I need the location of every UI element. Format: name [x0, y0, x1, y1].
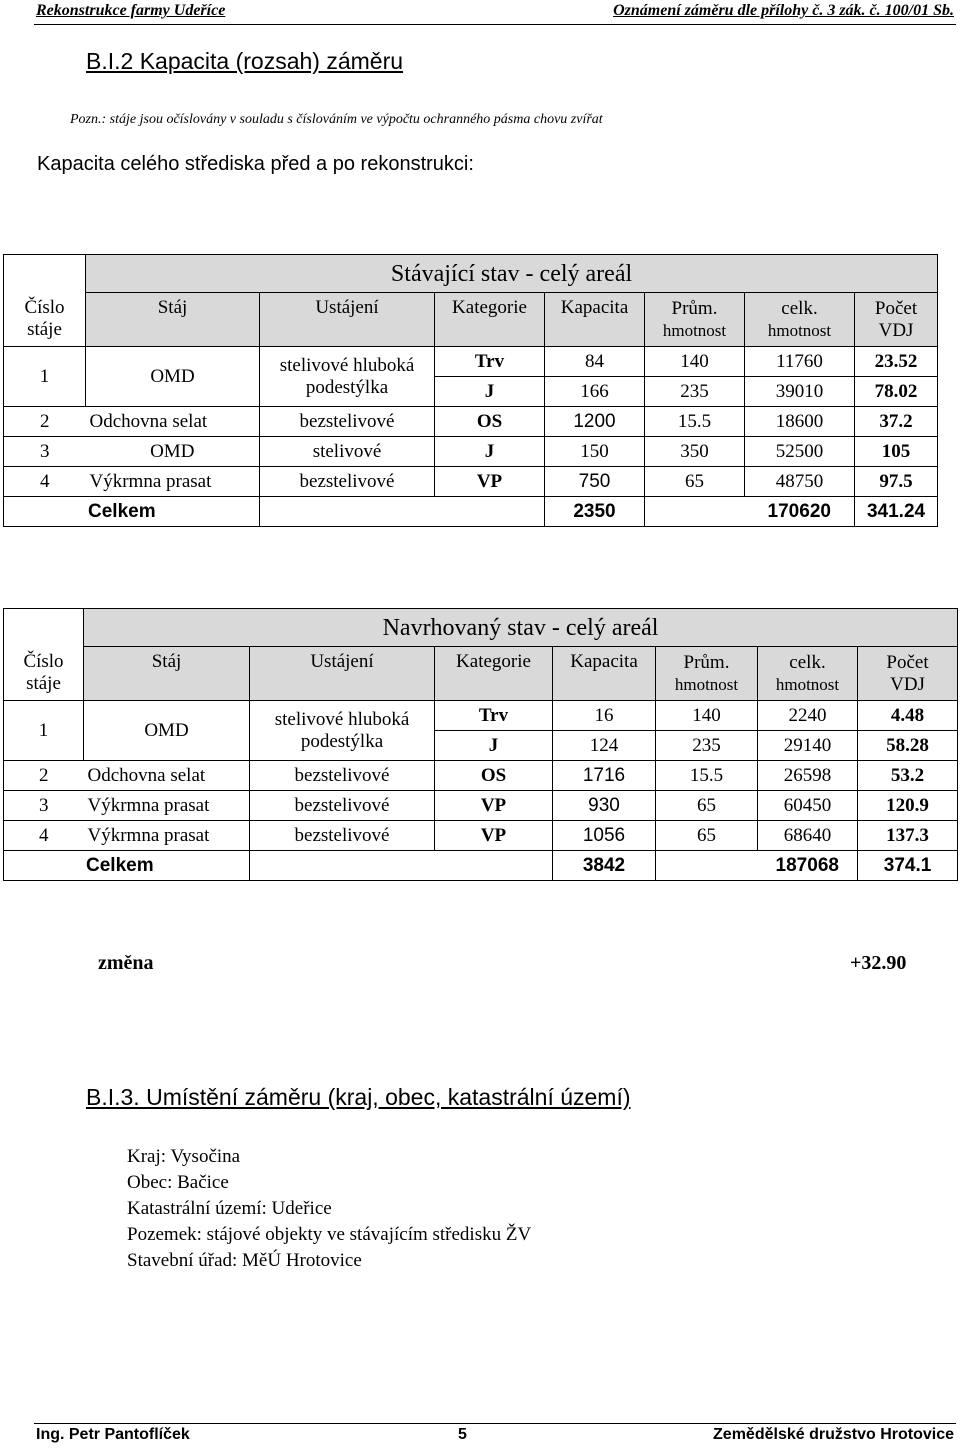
stable-number: 2 [4, 407, 86, 437]
location-region: Kraj: Vysočina [127, 1146, 241, 1167]
total-weight: 29140 [758, 731, 858, 761]
total-weight-sum: 170620 [745, 497, 855, 527]
vdj-count: 53.2 [858, 761, 958, 791]
location-municipality: Obec: Bačice [127, 1172, 229, 1193]
stable-number: 4 [4, 821, 84, 851]
stable-number: 2 [4, 761, 84, 791]
total-row [4, 497, 938, 527]
category: VP [435, 467, 545, 497]
table-row [4, 761, 958, 791]
total-weight: 11760 [745, 347, 855, 377]
avg-weight: 350 [645, 437, 745, 467]
total-capacity: 3842 [553, 851, 656, 881]
total-weight: 26598 [758, 761, 858, 791]
footer-organization: Zemědělské družstvo Hrotovice [713, 1426, 954, 1443]
col-header-housing: Ustájení [250, 647, 435, 701]
vdj-count: 58.28 [858, 731, 958, 761]
col-header-number: Číslo stáje [4, 647, 84, 701]
total-weight: 52500 [745, 437, 855, 467]
vdj-count: 120.9 [858, 791, 958, 821]
col-header-stable: Stáj [84, 647, 250, 701]
vdj-count: 78.02 [855, 377, 938, 407]
col-header-avg-weight: Prům. hmotnost [656, 647, 758, 701]
housing-type: bezstelivové [250, 821, 435, 851]
avg-weight: 140 [656, 701, 758, 731]
corner-cell [4, 255, 86, 293]
header-left: Rekonstrukce farmy Udeříce [36, 2, 226, 19]
col-header-housing: Ustájení [260, 293, 435, 347]
capacity: 150 [545, 437, 645, 467]
total-capacity: 2350 [545, 497, 645, 527]
footer-page-number: 5 [458, 1426, 467, 1443]
vdj-count: 37.2 [855, 407, 938, 437]
stable-numbering-note: Pozn.: stáje jsou očíslovány v souladu s číslováním ve výpočtu ochranného pásma chovu zvířat [70, 112, 603, 127]
table-row [4, 791, 958, 821]
stable-name: OMD [86, 437, 260, 467]
header-right: Oznámení záměru dle přílohy č. 3 zák. č. 100/01 Sb. [613, 2, 954, 19]
avg-weight: 65 [645, 467, 745, 497]
stable-name: Výkrmna prasat [84, 821, 250, 851]
col-header-avg-weight: Prům. hmotnost [645, 293, 745, 347]
vdj-count: 137.3 [858, 821, 958, 851]
stable-number: 3 [4, 437, 86, 467]
capacity: 1716 [553, 761, 656, 791]
category: J [435, 731, 553, 761]
table-row [4, 821, 958, 851]
capacity: 84 [545, 347, 645, 377]
col-header-number: Číslo stáje [4, 293, 86, 347]
total-weight: 68640 [758, 821, 858, 851]
housing-type: stelivové [260, 437, 435, 467]
col-header-category: Kategorie [435, 293, 545, 347]
capacity: 124 [553, 731, 656, 761]
total-vdj: 374.1 [858, 851, 958, 881]
stable-number: 4 [4, 467, 86, 497]
table-row [4, 407, 938, 437]
capacity: 16 [553, 701, 656, 731]
location-cadastral-area: Katastrální území: Udeřice [127, 1198, 332, 1219]
housing-type: bezstelivové [250, 791, 435, 821]
col-header-category: Kategorie [435, 647, 553, 701]
stable-name: Odchovna selat [86, 407, 260, 437]
col-header-stable: Stáj [86, 293, 260, 347]
stable-number: 1 [4, 701, 84, 761]
avg-weight: 235 [645, 377, 745, 407]
category: VP [435, 791, 553, 821]
col-header-vdj: Počet VDJ [858, 647, 958, 701]
section-title-capacity: B.I.2 Kapacita (rozsah) záměru [86, 48, 404, 74]
table-row [4, 467, 938, 497]
footer-rule [34, 1423, 956, 1424]
vdj-count: 23.52 [855, 347, 938, 377]
stable-name: OMD [84, 701, 250, 761]
housing-type: bezstelivové [260, 467, 435, 497]
avg-weight: 65 [656, 791, 758, 821]
change-value: +32.90 [850, 952, 907, 974]
total-weight: 48750 [745, 467, 855, 497]
housing-type: bezstelivové [260, 407, 435, 437]
stable-name: Výkrmna prasat [84, 791, 250, 821]
capacity: 750 [545, 467, 645, 497]
category: Trv [435, 347, 545, 377]
capacity: 1200 [545, 407, 645, 437]
category: Trv [435, 701, 553, 731]
change-label: změna [98, 952, 154, 974]
location-building-office: Stavební úřad: MěÚ Hrotovice [127, 1250, 362, 1271]
category: J [435, 437, 545, 467]
avg-weight: 65 [656, 821, 758, 851]
table-row [4, 437, 938, 467]
total-label: Celkem [4, 497, 260, 527]
total-weight: 60450 [758, 791, 858, 821]
proposed-table-title: Navrhovaný stav - celý areál [84, 609, 958, 647]
vdj-count: 97.5 [855, 467, 938, 497]
proposed-capacity-table [3, 608, 958, 881]
total-spacer [250, 851, 553, 881]
total-weight: 39010 [745, 377, 855, 407]
capacity: 1056 [553, 821, 656, 851]
vdj-count: 4.48 [858, 701, 958, 731]
total-weight-sum: 187068 [758, 851, 858, 881]
category: J [435, 377, 545, 407]
header-rule [34, 24, 956, 25]
current-table-title: Stávající stav - celý areál [86, 255, 938, 293]
table-row [4, 347, 938, 377]
col-header-total-weight: celk. hmotnost [758, 647, 858, 701]
total-spacer [645, 497, 745, 527]
category: OS [435, 761, 553, 791]
housing-type: bezstelivové [250, 761, 435, 791]
col-header-vdj: Počet VDJ [855, 293, 938, 347]
stable-number: 1 [4, 347, 86, 407]
stable-number: 3 [4, 791, 84, 821]
corner-cell [4, 609, 84, 647]
total-spacer [260, 497, 545, 527]
col-header-capacity: Kapacita [553, 647, 656, 701]
avg-weight: 235 [656, 731, 758, 761]
location-plot: Pozemek: stájové objekty ve stávajícím středisku ŽV [127, 1224, 532, 1245]
vdj-count: 105 [855, 437, 938, 467]
current-capacity-table [3, 254, 938, 527]
stable-name: Odchovna selat [84, 761, 250, 791]
total-weight: 2240 [758, 701, 858, 731]
category: OS [435, 407, 545, 437]
total-weight: 18600 [745, 407, 855, 437]
capacity: 930 [553, 791, 656, 821]
total-vdj: 341.24 [855, 497, 938, 527]
footer-author: Ing. Petr Pantoflíček [36, 1426, 190, 1443]
capacity-subtitle: Kapacita celého střediska před a po rekonstrukci: [37, 153, 474, 175]
col-header-capacity: Kapacita [545, 293, 645, 347]
capacity: 166 [545, 377, 645, 407]
category: VP [435, 821, 553, 851]
total-row [4, 851, 958, 881]
section-title-location: B.I.3. Umístění záměru (kraj, obec, katastrální území) [86, 1084, 631, 1110]
table-row [4, 701, 958, 731]
total-label: Celkem [4, 851, 250, 881]
avg-weight: 15.5 [645, 407, 745, 437]
total-spacer [656, 851, 758, 881]
stable-name: OMD [86, 347, 260, 407]
stable-name: Výkrmna prasat [86, 467, 260, 497]
avg-weight: 140 [645, 347, 745, 377]
avg-weight: 15.5 [656, 761, 758, 791]
housing-type: stelivové hluboká podestýlka [250, 701, 435, 761]
col-header-total-weight: celk. hmotnost [745, 293, 855, 347]
housing-type: stelivové hluboká podestýlka [260, 347, 435, 407]
